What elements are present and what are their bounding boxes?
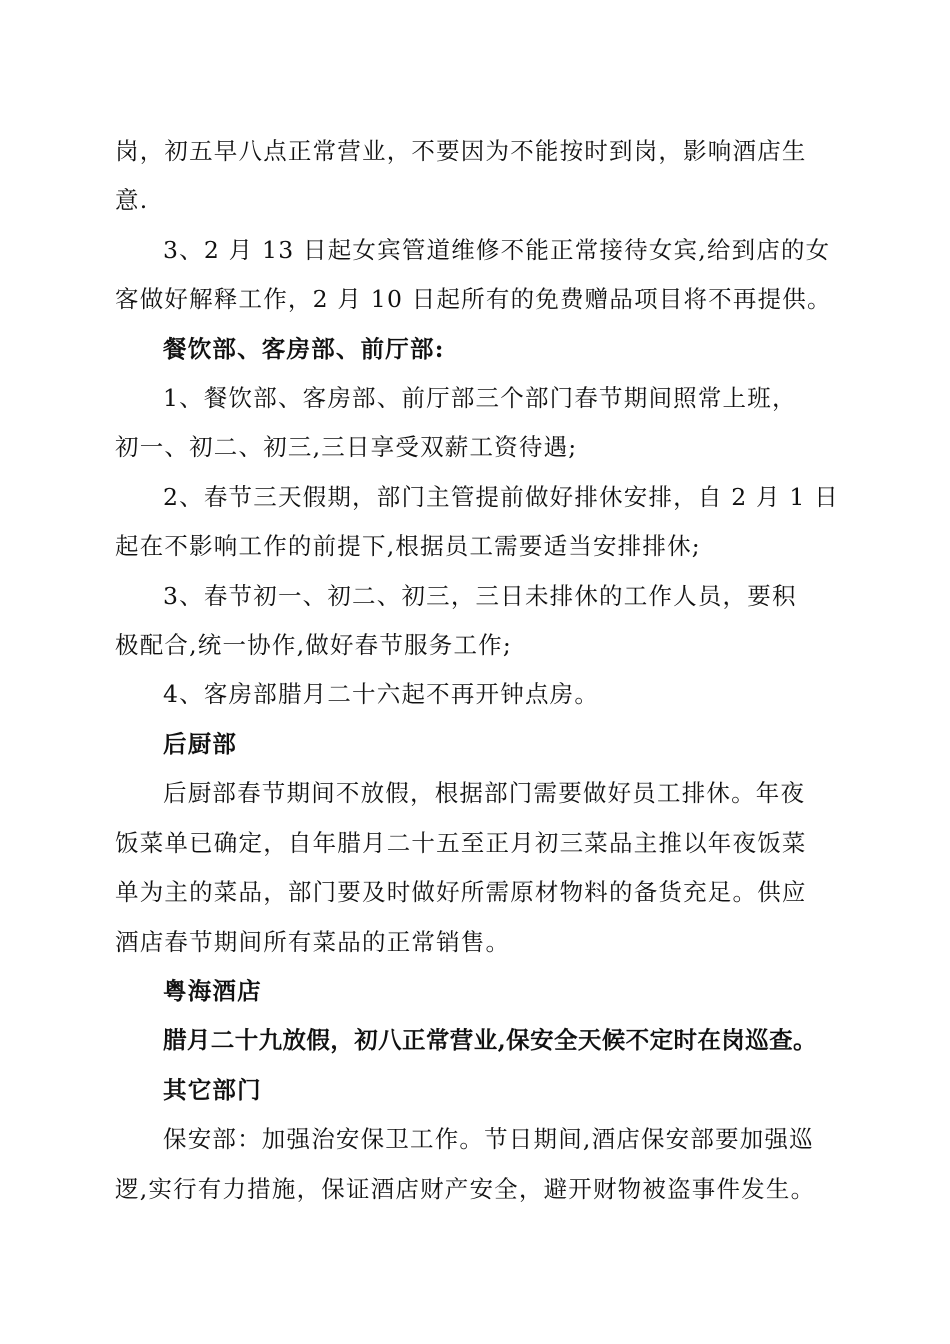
paragraph-item-3-cooperation <box>115 572 840 671</box>
paragraph-kitchen <box>115 769 840 967</box>
text-line: 逻,实行有力措施，保证酒店财产安全，避开财物被盗事件发生。 <box>115 1174 816 1203</box>
paragraph-security <box>115 1115 840 1214</box>
text-line: 保安部：加强治安保卫工作。节日期间,酒店保安部要加强巡 <box>163 1125 814 1154</box>
paragraph-item-4-hourly-rooms: 4、客房部腊月二十六起不再开钟点房。 <box>163 680 600 709</box>
text-line: 起在不影响工作的前提下,根据员工需要适当安排排休; <box>115 532 701 561</box>
section-heading-dining-rooms-front: 餐饮部、客房部、前厅部: <box>163 334 445 363</box>
text-line: 意. <box>115 186 149 215</box>
text-line: 单为主的菜品，部门要及时做好所需原材物料的备货充足。供应 <box>115 878 807 907</box>
section-heading-kitchen: 后厨部 <box>163 729 238 758</box>
text-line: 初一、初二、初三,三日享受双薪工资待遇; <box>115 433 578 462</box>
paragraph-item-2-rest-schedule <box>115 473 840 572</box>
paragraph-continuation <box>115 127 840 226</box>
text-line: 饭菜单已确定，自年腊月二十五至正月初三菜品主推以年夜饭菜 <box>115 828 807 857</box>
text-line: 3、2 月 13 日起女宾管道维修不能正常接待女宾,给到店的女 <box>163 235 831 264</box>
text-line: 3、春节初一、初二、初三，三日未排休的工作人员，要积 <box>163 581 797 610</box>
section-heading-yuehai-hotel: 粤海酒店 <box>163 976 262 1005</box>
paragraph-yuehai-schedule: 腊月二十九放假，初八正常营业,保安全天候不定时在岗巡查。 <box>163 1026 817 1055</box>
paragraph-item-3-women-guests <box>115 226 840 325</box>
text-line: 后厨部春节期间不放假，根据部门需要做好员工排休。年夜 <box>163 779 806 808</box>
text-line: 2、春节三天假期，部门主管提前做好排休安排，自 2 月 1 日 <box>163 482 839 511</box>
text-line: 客做好解释工作，2 月 10 日起所有的免费赠品项目将不再提供。 <box>115 285 832 314</box>
text-line: 极配合,统一协作,做好春节服务工作; <box>115 631 512 660</box>
text-line: 岗，初五早八点正常营业，不要因为不能按时到岗，影响酒店生 <box>115 137 807 165</box>
text-line: 酒店春节期间所有菜品的正常销售。 <box>115 927 511 956</box>
paragraph-item-1-holiday-shift <box>115 374 840 473</box>
section-heading-other-departments: 其它部门 <box>163 1075 262 1104</box>
document-page <box>115 127 840 1214</box>
text-line: 1、餐饮部、客房部、前厅部三个部门春节期间照常上班， <box>163 384 797 413</box>
